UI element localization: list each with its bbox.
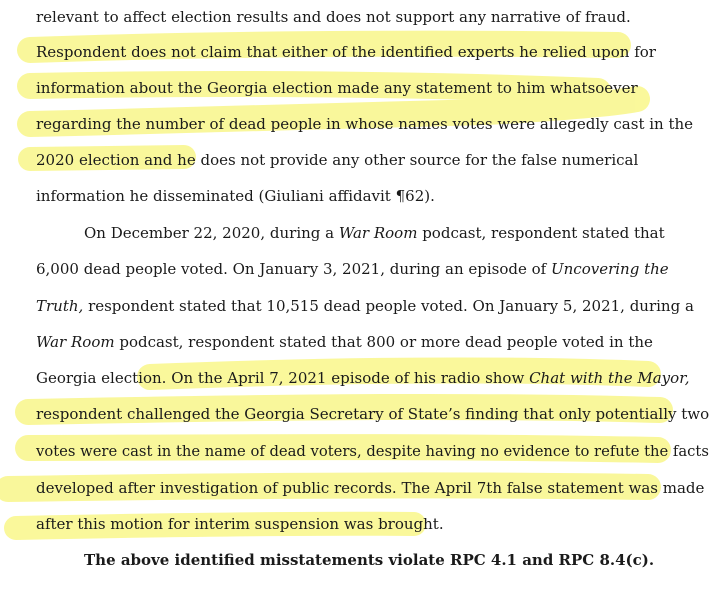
paragraph-1-line-1: relevant to affect election results and does not support any narrative of fraud. [36,8,631,26]
paragraph-1-line-5 [36,150,638,170]
paragraph-2-line-4: War Room podcast, respondent stated that 800 or more dead people voted in the [36,333,653,351]
show-title: War Room [36,333,115,351]
paragraph-2-line-2: 6,000 dead people voted. On January 3, 2021, during an episode of Uncovering the [36,260,669,278]
paragraph-2-line-8: developed after investigation of public records. The April 7th false statement was made [36,479,705,497]
paragraph-2-line-6: respondent challenged the Georgia Secretary of State’s finding that only potentially two [36,405,710,423]
paragraph-2-line-1: On December 22, 2020, during a War Room podcast, respondent stated that [84,224,665,242]
paragraph-2-line-7: votes were cast in the name of dead voters, despite having no evidence to refute the facts [36,442,709,460]
highlighted-text: 2020 election and he [36,151,196,169]
paragraph-1-line-6: information he disseminated (Giuliani affidavit ¶62). [36,187,435,205]
paragraph-2-line-3: Truth, respondent stated that 10,515 dead people voted. On January 5, 2021, during a [36,297,694,315]
paragraph-1-line-2: Respondent does not claim that either of the identified experts he relied upon for [36,43,656,61]
section-heading: The above identified misstatements violate RPC 4.1 and RPC 8.4(c). [84,551,655,569]
paragraph-1-line-4: regarding the number of dead people in whose names votes were allegedly cast in the [36,115,694,133]
show-title: Uncovering the [551,260,669,278]
paragraph-1-line-3: information about the Georgia election made any statement to him whatsoever [36,79,638,97]
show-title: Truth, [36,297,84,315]
show-title: Chat with the Mayor, [529,369,690,387]
paragraph-2-line-5: Georgia election. On the April 7, 2021 episode of his radio show Chat with the Mayor, [36,369,690,387]
show-title: War Room [338,224,418,242]
paragraph-2-line-9: after this motion for interim suspension was brought. [36,515,444,533]
plain-text: does not provide any other source for the false numerical [195,151,639,169]
